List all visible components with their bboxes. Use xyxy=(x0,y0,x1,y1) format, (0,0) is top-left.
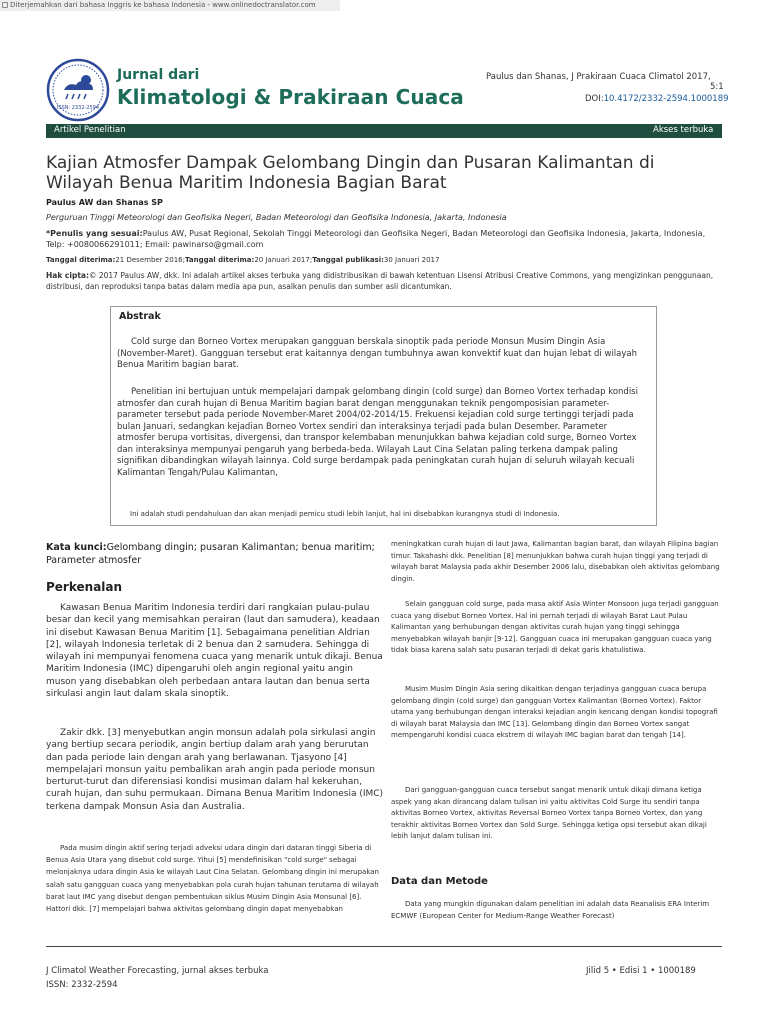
accepted-label: Tanggal diterima: xyxy=(184,256,255,264)
footer-issn: ISSN: 2332-2594 xyxy=(46,980,118,990)
published-date: 30 Januari 2017 xyxy=(383,256,440,264)
abstract-paragraph: Penelitian ini bertujuan untuk mempelajari dampak gelombang dingin (cold surge) dan Borneo Vortex terhadap kondisi atmosfer dan curah hujan di Benua Maritim bagian barat dengan menggunakan teknik pengomposisian parameter-parameter tersebut pada periode November-Maret 2004/02-2014/15. Frekuensi kejadian cold surge tertinggi terjadi pada bulan Januari, sedangkan kejadian Borneo Vortex sendiri dan interaksinya terjadi pada bulan Desember. Parameter atmosfer berupa vortisitas, divergensi, dan transpor kelembaban menunjukkan bahwa kejadian cold surge, Borneo Vortex dan interaksinya mempunyai pengaruh yang berbeda-beda. Wilayah Laut Cina Selatan paling terkena dampak paling signifikan dibandingkan wilayah lainnya. Cold surge berdampak pada peningkatan curah hujan di seluruh wilayah kecuali Kalimantan Tengah/Pulau Kalimantan, xyxy=(117,387,638,478)
abstract-heading: Abstrak xyxy=(119,311,161,322)
journal-prefix: Jurnal dari xyxy=(117,67,200,83)
abstract-paragraph: Cold surge dan Borneo Vortex merupakan gangguan berskala sinoptik pada periode Monsun Musim Dingin Asia (November-Maret). Gangguan tersebut erat kaitannya dengan tumbuhnya awan konvektif kuat dan hujan lebat di wilayah Benua Maritim bagian barat. xyxy=(117,337,638,370)
abstract-note: Ini adalah studi pendahuluan dan akan menjadi pemicu studi lebih lanjut, hal ini disebabkan kurangnya studi di Indonesia. xyxy=(130,510,560,518)
received-date: 21 Desember 2016; xyxy=(115,256,185,264)
article-type-label: Artikel Penelitian xyxy=(54,125,126,135)
footer-divider xyxy=(46,946,722,947)
intro-paragraph: Zakir dkk. [3] menyebutkan angin monsun adalah pola sirkulasi angin yang bertiup secara periodik, angin bertiup dalam arah yang berurutan dan pada periode lain dengan arah yang berlawanan. Tjasyono [4] mempelajari monsun yaitu pembalikan arah angin pada periode monsun berturut-turut dan diferensiasi kondisi musiman dalam hal kekeruhan, curah hujan, dan suhu permukaan. Dimana Benua Maritim Indonesia (IMC) terkena dampak Monsun Asia dan Australia. xyxy=(46,728,384,812)
right-paragraph: Dari gangguan-gangguan cuaca tersebut sangat menarik untuk dikaji dimana ketiga aspek yang akan dirancang dalam tulisan ini yaitu aktivitas Cold Surge itu sendiri tanpa aktivitas Borneo Vortex, aktivitas Reversal Borneo Vortex tanpa Borneo Vortex, dan yang terakhir aktivitas Borneo Vortex dan Sold Surge. Sehingga ketiga opsi tersebut akan dikaji lebih lanjut dalam tulisan ini. xyxy=(391,786,707,840)
intro-paragraph: Kawasan Benua Maritim Indonesia terdiri dari rangkaian pulau-pulau besar dan kecil yang memisahkan perairan (laut dan samudera), keadaan ini disebut Kawasan Benua Maritim [1]. Sebagaimana penelitian Aldrian [2], wilayah Indonesia terletak di 2 benua dan 2 samudera. Sehingga di wilayah ini mempunyai fenomena cuaca yang menarik untuk dikaji. Benua Maritim Indonesia (IMC) dipengaruhi oleh angin regional yaitu angin muson yang disebabkan oleh perbedaan antara lautan dan benua serta sirkulasi angin laut dalam skala sinoptik. xyxy=(46,603,383,700)
citation-page: 5:1 xyxy=(710,82,724,92)
keywords xyxy=(46,541,386,567)
open-access-label: Akses terbuka xyxy=(653,125,714,135)
intro-paragraph: Pada musim dingin aktif sering terjadi adveksi udara dingin dari dataran tinggi Siberia di Benua Asia Utara yang disebut cold surge. Yihui [5] mendefinisikan "cold surge" sebagai melonjaknya udara dingin Asia ke wilayah Laut Cina Selatan. Gelombang dingin ini merupakan salah satu gangguan cuaca yang menyebabkan pola curah hujan tahunan terutama di wilayah barat laut IMC yang disebut dengan pembentukan siklus Musim Dingin Asia Monsunal [6]. Hattori dkk. [7] mempelajari bahwa aktivitas gelombang dingin dapat menyebabkan xyxy=(46,844,379,914)
article-authors: Paulus AW dan Shanas SP xyxy=(46,198,163,207)
journal-name: Klimatologi & Prakiraan Cuaca xyxy=(117,85,464,109)
copyright-notice xyxy=(46,270,726,292)
right-paragraph: Selain gangguan cold surge, pada masa aktif Asia Winter Monsoon juga terjadi gangguan cuaca yang disebut Borneo Vortex. Hal ini pernah terjadi di wilayah Barat Laut Pulau Kalimantan yang berhubungan dengan aktivitas curah hujan yang tinggi sehingga menyebabkan wilayah banjir [9-12]. Gangguan cuaca ini merupakan gangguan cuaca yang tidak biasa karena salah satu pusaran terjadi di dekat garis khatulistiwa. xyxy=(391,600,719,654)
translate-icon xyxy=(2,2,8,8)
article-dates xyxy=(46,256,439,264)
copyright-label: Hak cipta: xyxy=(46,271,89,280)
corresponding-author-text: Paulus AW, Pusat Regional, Sekolah Tinggi Meteorologi dan Geofisika Negeri, Badan Meteorologi dan Geofisika Indonesia, Jakarta, Indonesia, Telp: +0080066291011; Email: pawinarso@gmail.com xyxy=(46,229,706,249)
right-paragraph: Data yang mungkin digunakan dalam penelitian ini adalah data Reanalisis ERA Interim ECMWF (European Center for Medium-Range Weather Forecast) xyxy=(391,900,710,920)
keywords-text: Gelombang dingin; pusaran Kalimantan; benua maritim; Parameter atmosfer xyxy=(46,542,375,566)
logo-issn-text: ISSN: 2332-2594 xyxy=(56,105,100,111)
keywords-label: Kata kunci: xyxy=(46,542,107,553)
article-type-band xyxy=(46,124,722,138)
accepted-date: 20 Januari 2017; xyxy=(254,256,313,264)
footer-journal: J Climatol Weather Forecasting, jurnal akses terbuka xyxy=(46,966,269,976)
right-paragraph: meningkatkan curah hujan di laut Jawa, Kalimantan bagian barat, dan wilayah Filipina bagian timur. Takahashi dkk. Penelitian [8] menunjukkan bahwa curah hujan tinggi yang terjadi di wilayah barat Malaysia pada akhir Desember 2006 lalu, disebabkan oleh aktivitas gelombang dingin. xyxy=(391,540,720,583)
right-paragraph: Musim Musim Dingin Asia sering dikaitkan dengan terjadinya gangguan cuaca berupa gelombang dingin (cold surge) dan gangguan Vortex Kalimantan (Borneo Vortex). Faktor utama yang berhubungan dengan interaksi kejadian angin kencang dengan kondisi topografi di wilayah barat Malaysia dan IMC [13]. Gelombang dingin dan Borneo Vortex sangat mempengaruhi kondisi cuaca ekstrem di wilayah IMC bagian barat dan tengah [14]. xyxy=(391,685,718,739)
doi-label: DOI: xyxy=(585,94,604,104)
translation-notice-text: Diterjemahkan dari bahasa Inggris ke bahasa Indonesia - www.onlinedoctranslator.com xyxy=(10,1,316,9)
doi-line xyxy=(585,94,729,104)
article-affiliation: Perguruan Tinggi Meteorologi dan Geofisika Negeri, Badan Meteorologi dan Geofisika Indonesia, Jakarta, Indonesia xyxy=(46,213,507,222)
section-heading-intro: Perkenalan xyxy=(46,580,123,594)
article-title: Kajian Atmosfer Dampak Gelombang Dingin dan Pusaran Kalimantan di Wilayah Benua Maritim Indonesia Bagian Barat xyxy=(46,153,655,193)
journal-logo xyxy=(46,58,110,122)
section-heading-data-methods: Data dan Metode xyxy=(391,876,488,887)
doi-link[interactable]: 10.4172/2332-2594.1000189 xyxy=(603,94,729,104)
translation-notice-bar[interactable] xyxy=(0,0,340,11)
footer-volume: Jilid 5 • Edisi 1 • 1000189 xyxy=(586,966,696,976)
corresponding-author-label: *Penulis yang sesuai: xyxy=(46,229,143,238)
received-label: Tanggal diterima: xyxy=(46,256,116,264)
published-label: Tanggal publikasi: xyxy=(312,256,384,264)
citation: Paulus dan Shanas, J Prakiraan Cuaca Climatol 2017, xyxy=(486,72,711,82)
corresponding-author xyxy=(46,228,722,250)
copyright-text: © 2017 Paulus AW, dkk. Ini adalah artikel akses terbuka yang didistribusikan di bawah ketentuan Lisensi Atribusi Creative Commons, yang mengizinkan penggunaan, distribusi, dan reproduksi tanpa batas dalam media apa pun, asalkan penulis dan sumber asli dicantumkan. xyxy=(46,271,714,291)
